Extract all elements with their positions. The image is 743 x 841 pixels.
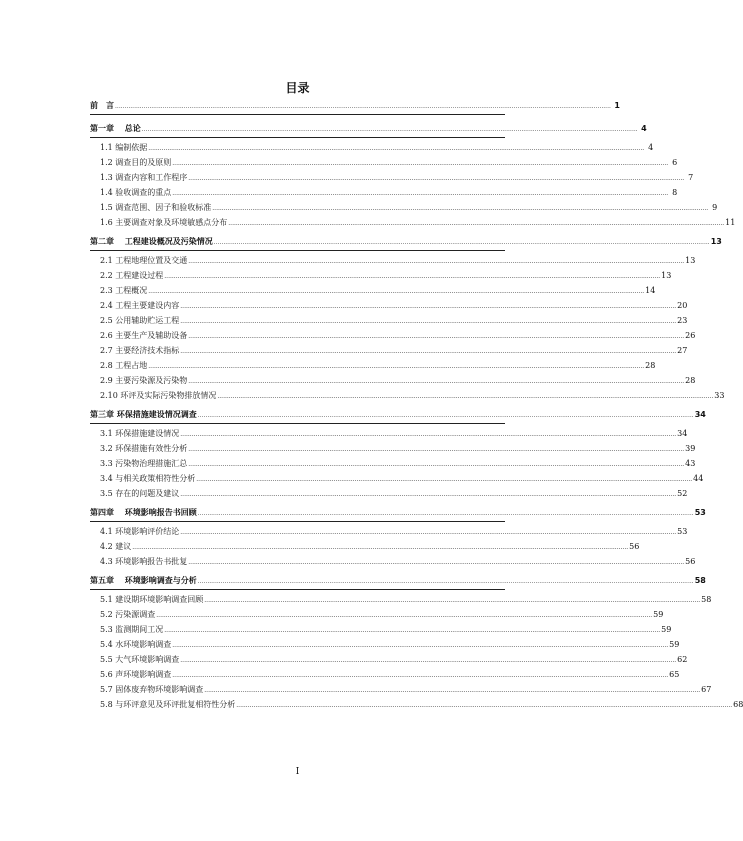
- toc-chapter-entry[interactable]: [90, 408, 706, 424]
- dot-leader: ....................................................................................................................................................................................................................................................................: [236, 702, 733, 709]
- toc-chapter-entry[interactable]: [90, 99, 620, 115]
- toc-section-entry[interactable]: [90, 256, 696, 266]
- entry-label: 前 言: [90, 100, 114, 110]
- dot-leader: ....................................................................................................................................................................................................................................................................: [172, 672, 669, 679]
- entry-label: 2.5 公用辅助贮运工程: [100, 316, 180, 325]
- dot-leader: ....................................................................................................................................................................................................................................................................: [164, 627, 661, 634]
- toc-chapter-entry[interactable]: [90, 122, 647, 138]
- toc-section-entry[interactable]: [90, 158, 678, 168]
- toc-section-entry[interactable]: [90, 218, 736, 228]
- entry-label: 5.4 水环境影响调查: [100, 640, 172, 649]
- dot-leader: ....................................................................................................................................................................................................................................................................: [172, 160, 669, 167]
- toc-section-entry[interactable]: [90, 640, 680, 650]
- entry-page-number: 13: [661, 271, 672, 280]
- entry-label: 1.5 调查范围、因子和验收标准: [100, 203, 212, 212]
- entry-label: 2.8 工程占地: [100, 361, 148, 370]
- entry-page-number: 56: [685, 557, 696, 566]
- dot-leader: ....................................................................................................................................................................................................................................................................: [188, 446, 685, 453]
- dot-leader: ....................................................................................................................................................................................................................................................................: [180, 431, 677, 438]
- dot-leader: ....................................................................................................................................................................................................................................................................: [180, 348, 677, 355]
- dot-leader: ....................................................................................................................................................................................................................................................................: [180, 529, 677, 536]
- entry-page-number: 13: [685, 256, 696, 265]
- dot-leader: ....................................................................................................................................................................................................................................................................: [204, 687, 701, 694]
- entry-label: 1.6 主要调查对象及环境敏感点分布: [100, 218, 228, 227]
- entry-label: 3.3 污染物治理措施汇总: [100, 459, 188, 468]
- dot-leader: ....................................................................................................................................................................................................................................................................: [197, 510, 694, 517]
- entry-label: 2.9 主要污染源及污染物: [100, 376, 188, 385]
- toc-section-entry[interactable]: [90, 203, 718, 213]
- entry-page-number: 59: [653, 610, 664, 619]
- dot-leader: ....................................................................................................................................................................................................................................................................: [172, 190, 669, 197]
- toc-section-entry[interactable]: [90, 361, 656, 371]
- toc-section-entry[interactable]: [90, 557, 696, 567]
- toc-section-entry[interactable]: [90, 173, 694, 183]
- entry-label: 4.1 环境影响评价结论: [100, 527, 180, 536]
- toc-section-entry[interactable]: [90, 474, 704, 484]
- dot-leader: ....................................................................................................................................................................................................................................................................: [148, 288, 645, 295]
- toc-title: 目录: [285, 81, 310, 95]
- entry-label: 4.3 环境影响报告书批复: [100, 557, 188, 566]
- entry-page-number: 28: [645, 361, 656, 370]
- toc-section-entry[interactable]: [90, 301, 688, 311]
- dot-leader: ....................................................................................................................................................................................................................................................................: [188, 258, 685, 265]
- toc-section-entry[interactable]: [90, 143, 654, 153]
- entry-label: 第四章 环境影响报告书回顾: [90, 507, 197, 517]
- toc-section-entry[interactable]: [90, 489, 688, 499]
- entry-label: 3.2 环保措施有效性分析: [100, 444, 188, 453]
- entry-label: 3.5 存在的问题及建议: [100, 489, 180, 498]
- dot-leader: ....................................................................................................................................................................................................................................................................: [188, 461, 685, 468]
- entry-label: 第五章 环境影响调查与分析: [90, 575, 197, 585]
- entry-page-number: 6: [672, 158, 678, 167]
- dot-leader: ....................................................................................................................................................................................................................................................................: [188, 559, 685, 566]
- table-of-contents: [90, 92, 743, 710]
- dot-leader: ....................................................................................................................................................................................................................................................................: [180, 318, 677, 325]
- entry-label: 2.2 工程建设过程: [100, 271, 164, 280]
- entry-label: 3.1 环保措施建设情况: [100, 429, 180, 438]
- entry-page-number: 53: [694, 507, 706, 517]
- entry-page-number: 23: [677, 316, 688, 325]
- entry-label: 1.2 调查目的及原则: [100, 158, 172, 167]
- dot-leader: ....................................................................................................................................................................................................................................................................: [132, 544, 629, 551]
- toc-section-entry[interactable]: [90, 527, 688, 537]
- entry-label: 3.4 与相关政策相符性分析: [100, 474, 196, 483]
- dot-leader: ....................................................................................................................................................................................................................................................................: [156, 612, 653, 619]
- dot-leader: ....................................................................................................................................................................................................................................................................: [180, 657, 677, 664]
- toc-chapter-entry[interactable]: [90, 235, 722, 251]
- toc-section-entry[interactable]: [90, 376, 696, 386]
- dot-leader: ....................................................................................................................................................................................................................................................................: [115, 103, 611, 110]
- dot-leader: ....................................................................................................................................................................................................................................................................: [204, 597, 701, 604]
- toc-section-entry[interactable]: [90, 595, 712, 605]
- page-number: I: [295, 767, 300, 777]
- entry-label: 1.1 编制依据: [100, 143, 148, 152]
- toc-section-entry[interactable]: [90, 459, 696, 469]
- dot-leader: ....................................................................................................................................................................................................................................................................: [164, 273, 661, 280]
- entry-page-number: 43: [685, 459, 696, 468]
- entry-page-number: 58: [694, 575, 706, 585]
- dot-leader: ....................................................................................................................................................................................................................................................................: [148, 363, 645, 370]
- dot-leader: ....................................................................................................................................................................................................................................................................: [188, 175, 685, 182]
- toc-section-entry[interactable]: [90, 655, 688, 665]
- entry-page-number: 34: [694, 409, 706, 419]
- entry-page-number: 53: [677, 527, 688, 536]
- toc-section-entry[interactable]: [90, 188, 678, 198]
- entry-page-number: 34: [677, 429, 688, 438]
- entry-page-number: 65: [669, 670, 680, 679]
- dot-leader: ....................................................................................................................................................................................................................................................................: [197, 412, 694, 419]
- dot-leader: ....................................................................................................................................................................................................................................................................: [180, 303, 677, 310]
- entry-page-number: 59: [661, 625, 672, 634]
- dot-leader: ....................................................................................................................................................................................................................................................................: [212, 205, 709, 212]
- dot-leader: ....................................................................................................................................................................................................................................................................: [217, 393, 714, 400]
- entry-label: 5.3 监测期间工况: [100, 625, 164, 634]
- entry-page-number: 11: [725, 218, 736, 227]
- entry-page-number: 4: [641, 123, 647, 133]
- entry-label: 2.1 工程地理位置及交通: [100, 256, 188, 265]
- entry-page-number: 59: [669, 640, 680, 649]
- toc-section-entry[interactable]: [90, 286, 656, 296]
- entry-page-number: 26: [685, 331, 696, 340]
- toc-chapter-entry[interactable]: [90, 574, 706, 590]
- entry-label: 5.8 与环评意见及环评批复相符性分析: [100, 700, 236, 709]
- entry-page-number: 39: [685, 444, 696, 453]
- entry-page-number: 28: [685, 376, 696, 385]
- entry-page-number: 52: [677, 489, 688, 498]
- entry-page-number: 68: [733, 700, 743, 709]
- entry-label: 第三章 环保措施建设情况调查: [90, 409, 197, 419]
- toc-section-entry[interactable]: [90, 625, 672, 635]
- toc-section-entry[interactable]: [90, 685, 712, 695]
- entry-page-number: 67: [701, 685, 712, 694]
- entry-label: 1.4 验收调查的重点: [100, 188, 172, 197]
- entry-label: 5.6 声环境影响调查: [100, 670, 172, 679]
- entry-label: 5.7 固体废弃物环境影响调查: [100, 685, 204, 694]
- toc-section-entry[interactable]: [90, 316, 688, 326]
- dot-leader: ....................................................................................................................................................................................................................................................................: [213, 239, 710, 246]
- toc-section-entry[interactable]: [90, 271, 672, 281]
- entry-label: 2.4 工程主要建设内容: [100, 301, 180, 310]
- entry-page-number: 33: [714, 391, 725, 400]
- toc-section-entry[interactable]: [90, 610, 664, 620]
- dot-leader: ....................................................................................................................................................................................................................................................................: [141, 126, 638, 133]
- toc-section-entry[interactable]: [90, 542, 640, 552]
- entry-label: 2.10 环评及实际污染物排放情况: [100, 391, 217, 400]
- entry-page-number: 1: [614, 100, 620, 110]
- dot-leader: ....................................................................................................................................................................................................................................................................: [172, 642, 669, 649]
- dot-leader: ....................................................................................................................................................................................................................................................................: [148, 145, 645, 152]
- entry-page-number: 13: [710, 236, 722, 246]
- entry-page-number: 8: [672, 188, 678, 197]
- entry-label: 5.5 大气环境影响调查: [100, 655, 180, 664]
- entry-page-number: 7: [688, 173, 694, 182]
- toc-section-entry[interactable]: [90, 429, 688, 439]
- toc-section-entry[interactable]: [90, 346, 688, 356]
- entry-page-number: 58: [701, 595, 712, 604]
- dot-leader: ....................................................................................................................................................................................................................................................................: [188, 333, 685, 340]
- entry-page-number: 56: [629, 542, 640, 551]
- entry-page-number: 4: [648, 143, 654, 152]
- entry-page-number: 9: [712, 203, 718, 212]
- toc-section-entry[interactable]: [90, 670, 680, 680]
- entry-page-number: 62: [677, 655, 688, 664]
- entry-page-number: 27: [677, 346, 688, 355]
- toc-section-entry[interactable]: [90, 331, 696, 341]
- entry-label: 4.2 建议: [100, 542, 132, 551]
- entry-page-number: 20: [677, 301, 688, 310]
- dot-leader: ....................................................................................................................................................................................................................................................................: [196, 476, 693, 483]
- entry-label: 2.3 工程概况: [100, 286, 148, 295]
- dot-leader: ....................................................................................................................................................................................................................................................................: [188, 378, 685, 385]
- toc-section-entry[interactable]: [90, 391, 725, 401]
- toc-section-entry[interactable]: [90, 444, 696, 454]
- entry-label: 2.7 主要经济技术指标: [100, 346, 180, 355]
- dot-leader: ....................................................................................................................................................................................................................................................................: [180, 491, 677, 498]
- entry-label: 5.1 建设期环境影响调查回顾: [100, 595, 204, 604]
- entry-label: 5.2 污染源调查: [100, 610, 156, 619]
- dot-leader: ....................................................................................................................................................................................................................................................................: [197, 578, 694, 585]
- entry-page-number: 14: [645, 286, 656, 295]
- entry-label: 1.3 调查内容和工作程序: [100, 173, 188, 182]
- entry-label: 第二章 工程建设概况及污染情况: [90, 236, 213, 246]
- toc-section-entry[interactable]: [90, 700, 743, 710]
- entry-label: 2.6 主要生产及辅助设备: [100, 331, 188, 340]
- dot-leader: ....................................................................................................................................................................................................................................................................: [228, 220, 725, 227]
- toc-chapter-entry[interactable]: [90, 506, 706, 522]
- entry-label: 第一章 总论: [90, 123, 141, 133]
- entry-page-number: 44: [693, 474, 704, 483]
